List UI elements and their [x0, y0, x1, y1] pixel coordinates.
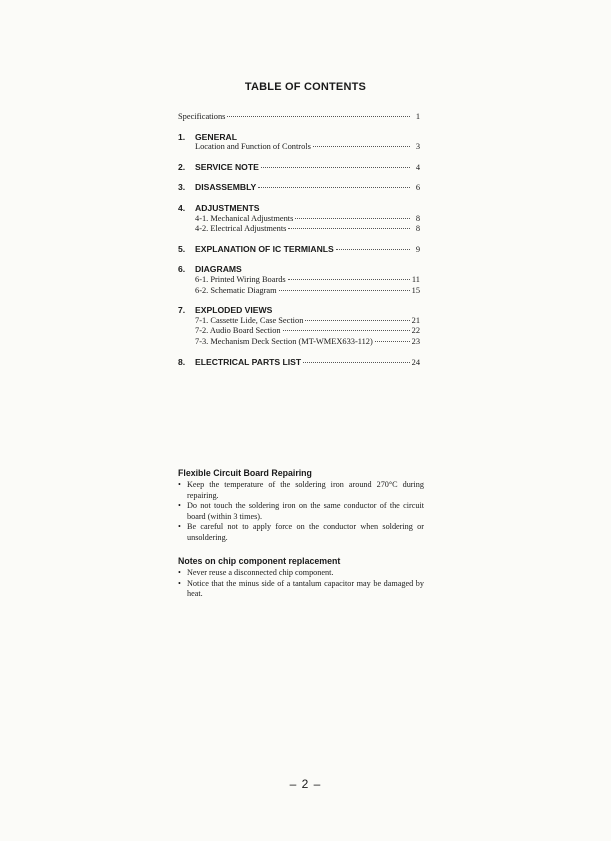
note-text: Never reuse a disconnected chip component.: [187, 568, 334, 577]
dot-leader: [336, 249, 410, 250]
section-page: 9: [415, 244, 420, 254]
toc-section-heading[interactable]: [178, 305, 420, 316]
note-flexible-circuit-board: [178, 468, 424, 544]
toc-entry-label: 6-2. Schematic Diagram: [195, 285, 277, 295]
bullet-icon: •: [178, 568, 181, 577]
note-list: [178, 480, 424, 544]
toc-entry-page: 3: [415, 142, 420, 152]
toc-entry-label: Location and Function of Controls: [195, 142, 311, 152]
section-page: 4: [415, 162, 420, 172]
toc-entry-page: 11: [411, 274, 420, 284]
toc-section: [178, 203, 420, 235]
table-of-contents: [178, 112, 420, 368]
section-title: GENERAL: [195, 131, 238, 142]
dot-leader: [375, 341, 410, 342]
toc-entry-specifications[interactable]: [178, 112, 420, 123]
toc-entry-page: 21: [411, 315, 420, 325]
toc-entry[interactable]: [178, 275, 420, 286]
section-number: 5.: [178, 243, 186, 254]
note-item: [178, 579, 424, 600]
section-page: 6: [415, 183, 420, 193]
section-number: 8.: [178, 356, 186, 367]
bullet-icon: •: [178, 501, 181, 511]
toc-entry[interactable]: [178, 214, 420, 225]
toc-section: [178, 182, 420, 194]
toc-section: [178, 132, 420, 153]
section-number: 7.: [178, 305, 186, 316]
section-number: 4.: [178, 202, 186, 213]
toc-entry-page: 8: [415, 213, 420, 223]
toc-section: [178, 244, 420, 256]
toc-section-heading[interactable]: [178, 357, 420, 369]
note-heading: Notes on chip component replacement: [178, 556, 341, 566]
toc-section: [178, 305, 420, 347]
note-item: [178, 522, 424, 543]
toc-entry-label: 4-2. Electrical Adjustments: [195, 224, 287, 234]
dot-leader: [303, 362, 409, 363]
note-item: [178, 480, 424, 501]
toc-section: [178, 162, 420, 174]
section-title: DISASSEMBLY: [195, 182, 257, 193]
dot-leader: [258, 187, 410, 188]
section-number: 2.: [178, 161, 186, 172]
toc-entry-page: 1: [415, 112, 420, 121]
section-title: ADJUSTMENTS: [195, 202, 260, 213]
page-number: – 2 –: [289, 777, 322, 791]
bullet-icon: •: [178, 578, 181, 588]
dot-leader: [288, 279, 410, 280]
toc-section-heading[interactable]: [178, 182, 420, 194]
note-text: Do not touch the soldering iron on the same conductor of the circuit board (within 3 times).: [187, 501, 424, 521]
toc-section-heading[interactable]: [178, 244, 420, 256]
toc-entry[interactable]: [178, 326, 420, 337]
toc-section-heading[interactable]: [178, 162, 420, 174]
toc-entry-page: 15: [411, 285, 420, 295]
note-chip-component-replacement: [178, 556, 424, 600]
note-list: [178, 568, 424, 600]
toc-section-heading[interactable]: [178, 264, 420, 275]
section-title: EXPLODED VIEWS: [195, 305, 273, 316]
toc-section-heading[interactable]: [178, 203, 420, 214]
toc-entry-page: 23: [411, 336, 420, 346]
section-number: 1.: [178, 131, 186, 142]
toc-section: [178, 264, 420, 296]
section-number: 6.: [178, 264, 186, 275]
toc-entry[interactable]: [178, 224, 420, 235]
toc-section-heading[interactable]: [178, 132, 420, 143]
dot-leader: [261, 167, 410, 168]
note-text: Be careful not to apply force on the conductor when soldering or unsoldering.: [187, 522, 424, 542]
toc-entry-page: 22: [411, 326, 420, 336]
dot-leader: [288, 228, 410, 229]
dot-leader: [227, 116, 410, 117]
page-title: TABLE OF CONTENTS: [244, 81, 367, 93]
dot-leader: [313, 146, 410, 147]
toc-sections: [178, 132, 420, 369]
dot-leader: [279, 290, 410, 291]
toc-entry-label: 7-2. Audio Board Section: [195, 326, 281, 336]
note-text: Keep the temperature of the soldering iron around 270°C during repairing.: [187, 480, 424, 500]
toc-entry-label: 4-1. Mechanical Adjustments: [195, 213, 294, 223]
toc-entry[interactable]: [178, 286, 420, 297]
note-text: Notice that the minus side of a tantalum capacitor may be damaged by heat.: [187, 578, 424, 599]
bullet-icon: •: [178, 522, 181, 532]
dot-leader: [295, 218, 410, 219]
dot-leader: [283, 330, 410, 331]
section-title: DIAGRAMS: [195, 264, 242, 275]
section-title: SERVICE NOTE: [195, 161, 259, 172]
section-title: EXPLANATION OF IC TERMIANLS: [195, 243, 334, 254]
toc-entry-label: 6-1. Printed Wiring Boards: [195, 274, 286, 284]
bullet-icon: •: [178, 480, 181, 489]
toc-entry[interactable]: [178, 316, 420, 327]
toc-entry[interactable]: [178, 142, 420, 153]
section-number: 3.: [178, 182, 186, 193]
toc-section: [178, 357, 420, 369]
note-item: [178, 501, 424, 522]
note-heading: Flexible Circuit Board Repairing: [178, 468, 312, 478]
note-item: [178, 568, 424, 579]
toc-entry[interactable]: [178, 337, 420, 348]
toc-entry-label: 7-1. Cassette Lide, Case Section: [195, 315, 304, 325]
toc-entry-label: Specifications: [178, 112, 226, 121]
toc-entry-page: 8: [415, 224, 420, 234]
toc-entry-label: 7-3. Mechanism Deck Section (MT-WMEX633-112): [195, 336, 373, 346]
section-title: ELECTRICAL PARTS LIST: [195, 356, 302, 367]
dot-leader: [305, 320, 409, 321]
section-page: 24: [411, 357, 420, 367]
